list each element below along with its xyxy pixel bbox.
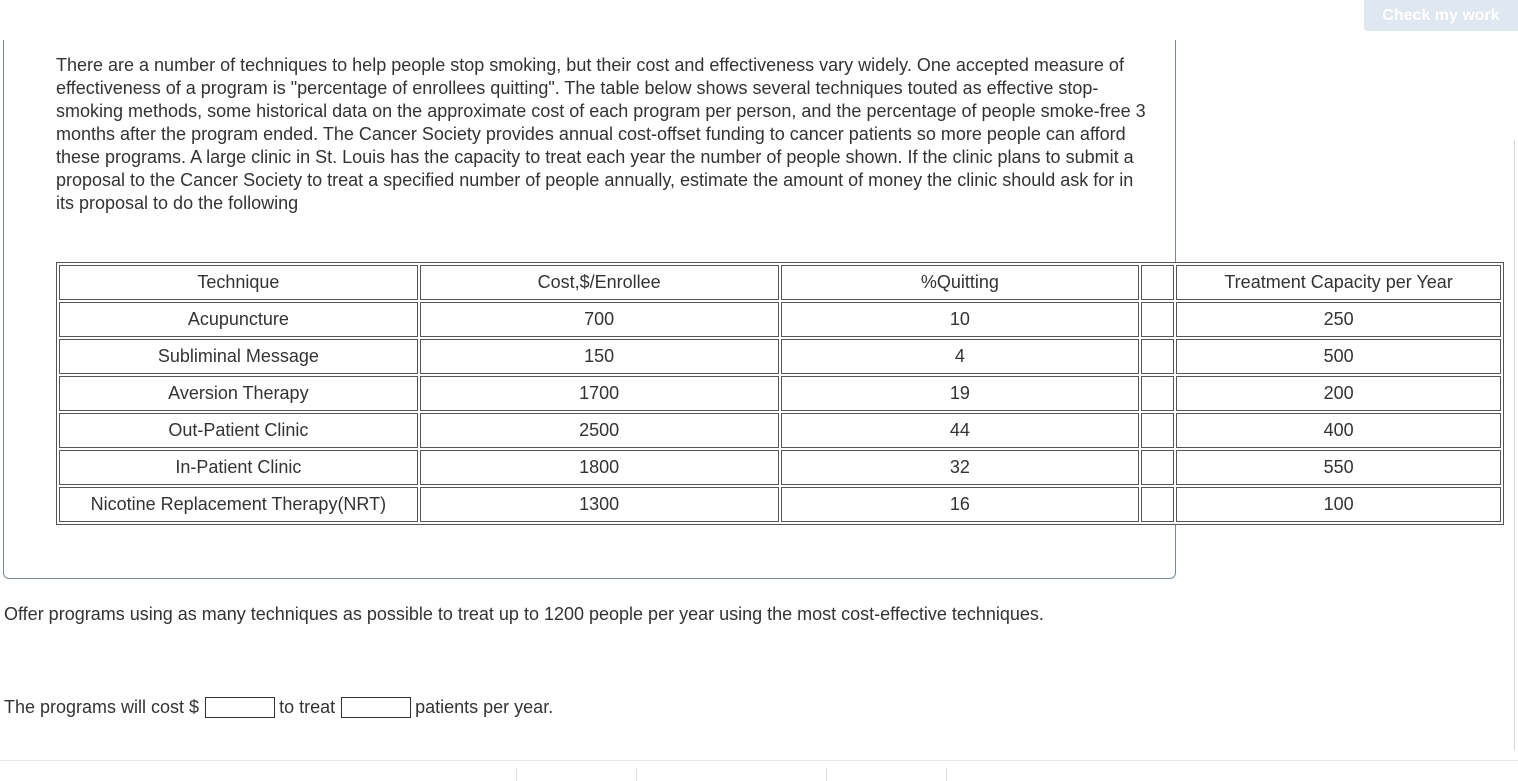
cell-technique: Nicotine Replacement Therapy(NRT) [59, 487, 418, 522]
check-my-work-button[interactable]: Check my work [1364, 0, 1518, 31]
answer-prefix-label: The programs will cost $ [4, 697, 200, 717]
answer-middle-label: to treat [279, 697, 336, 717]
cell-blank [1141, 302, 1174, 337]
cell-capacity: 400 [1176, 413, 1501, 448]
problem-description: There are a number of techniques to help people stop smoking, but their cost and effectiveness vary widely. One accepted measure of effectiveness of a program is "percentage of enrollees quitting". The table below shows several techniques touted as effective stop-smoking methods, some historical data on the approximate cost of each program per person, and the percentage of people smoke-free 3 months after the program ended. The Cancer Society provides annual cost-offset funding to cancer patients so more people can afford these programs. A large clinic in St. Louis has the capacity to treat each year the number of people shown. If the clinic plans to submit a proposal to the Cancer Society to treat a specified number of people annually, estimate the amount of money the clinic should ask for in its proposal to do the following [56, 55, 1146, 213]
footer-separator [826, 768, 827, 781]
cell-blank [1141, 413, 1174, 448]
header-quitting: %Quitting [781, 265, 1140, 300]
cell-blank [1141, 376, 1174, 411]
answer-suffix-label: patients per year. [415, 697, 554, 717]
cell-cost: 150 [420, 339, 779, 374]
patients-input[interactable] [341, 697, 411, 718]
header-technique: Technique [59, 265, 418, 300]
cell-capacity: 100 [1176, 487, 1501, 522]
table-row [59, 376, 1501, 411]
cell-blank [1141, 339, 1174, 374]
cell-quitting: 4 [781, 339, 1140, 374]
cell-blank [1141, 487, 1174, 522]
techniques-table [56, 262, 1504, 525]
cell-cost: 1800 [420, 450, 779, 485]
header-capacity: Treatment Capacity per Year [1176, 265, 1501, 300]
footer-divider [0, 760, 1518, 761]
footer-separator [516, 768, 517, 781]
question-prompt: Offer programs using as many techniques as possible to treat up to 1200 people per year using the most cost-effective techniques. [4, 604, 1044, 624]
cell-quitting: 44 [781, 413, 1140, 448]
table-row [59, 339, 1501, 374]
table-row [59, 450, 1501, 485]
cell-quitting: 32 [781, 450, 1140, 485]
footer-separator [946, 768, 947, 781]
cell-capacity: 500 [1176, 339, 1501, 374]
cell-blank [1141, 450, 1174, 485]
header-cost: Cost,$/Enrollee [420, 265, 779, 300]
cell-quitting: 10 [781, 302, 1140, 337]
header-blank [1141, 265, 1174, 300]
cell-quitting: 19 [781, 376, 1140, 411]
cell-technique: Acupuncture [59, 302, 418, 337]
cell-cost: 2500 [420, 413, 779, 448]
table-row [59, 413, 1501, 448]
table-row [59, 487, 1501, 522]
cell-cost: 1700 [420, 376, 779, 411]
cell-capacity: 250 [1176, 302, 1501, 337]
cell-capacity: 550 [1176, 450, 1501, 485]
table-row [59, 302, 1501, 337]
cell-cost: 1300 [420, 487, 779, 522]
cell-technique: In-Patient Clinic [59, 450, 418, 485]
cost-input[interactable] [205, 697, 275, 718]
cell-technique: Subliminal Message [59, 339, 418, 374]
cell-technique: Aversion Therapy [59, 376, 418, 411]
footer-separator [636, 768, 637, 781]
cell-technique: Out-Patient Clinic [59, 413, 418, 448]
scrollbar-track [1514, 140, 1515, 750]
table-header-row [59, 265, 1501, 300]
cell-cost: 700 [420, 302, 779, 337]
cell-capacity: 200 [1176, 376, 1501, 411]
answer-sentence [4, 697, 553, 718]
cell-quitting: 16 [781, 487, 1140, 522]
